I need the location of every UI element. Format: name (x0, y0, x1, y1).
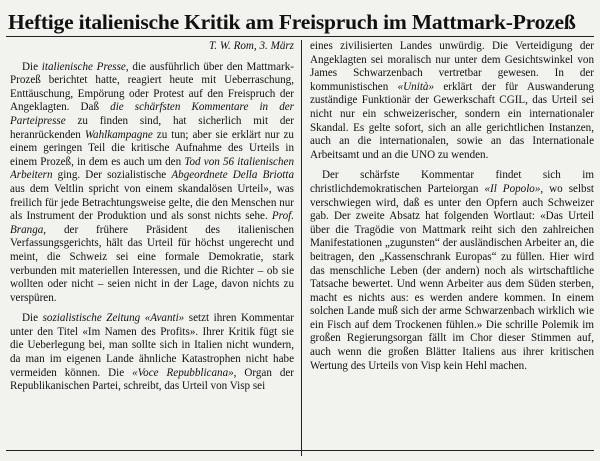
paragraph (10, 61, 294, 306)
column-divider (301, 40, 302, 456)
emphasized-text: Abgeordnete Della Briotta (171, 169, 294, 182)
left-column (10, 40, 294, 450)
emphasized-text: «Voce Repubblicana» (132, 366, 234, 379)
text-run: Die (22, 312, 43, 325)
headline: Heftige italienische Kritik am Freispruch im Mattmark-Prozeß (8, 10, 576, 34)
text-run: Die (22, 60, 42, 73)
emphasized-text: sozialistische Zeitung «Avanti» (42, 312, 185, 325)
text-run: aus dem Veltlin spricht von einem skandalösen Urteil», was freilich für jede Betrachtungsweise gelte, die den Menschen nur als Instrument der Produktion und als sonst nichts sehe. (10, 182, 294, 223)
emphasized-text: Prof. Branga (10, 210, 294, 236)
emphasized-text: «Unità» (397, 80, 434, 93)
paragraph (310, 40, 594, 162)
emphasized-text: italienische Presse (41, 60, 126, 73)
text-run: zu finden sind, hat sicherlich mit der heranrückenden (10, 114, 294, 141)
text-run: setzt ihren Kommentar unter den Titel «Im Namen des Profits». Ihrer Kritik fügt sie die Ueberlegung bei, man sollte sich in Italien nicht wundern, da man im eigenen Lande ähnliche Katastrophen nicht habe vermeiden können. Die (10, 312, 294, 379)
dateline: T. W. Rom, 3. März (208, 40, 294, 52)
top-rule (6, 36, 594, 37)
text-run: , Organ der Republikanischen Partei, schreibt, das Urteil von Visp sei (10, 366, 294, 393)
emphasized-text: Tod von 56 italienischen Arbeitern (10, 155, 294, 182)
paragraph (310, 169, 594, 373)
emphasized-text: Wahlkampagne (84, 128, 153, 141)
text-run: eines zivilisierten Landes unwürdig. Die Verteidigung der Angeklagten sei moralisch nur unter dem Gesichtswinkel von James Schwarzenbach vertretbar gewesen. In der kommunistischen (310, 40, 594, 93)
text-run: erklärt der für Auswanderung zuständige Funktionär der Gewerkschaft CGIL, das Urteil sei nicht nur ein schweizerischer, sondern ein internationaler Skandal. Es gelte sofort, sich an alle gerichtlichen Instanzen, auch an die internationalen, sowie an das Internationale Arbeitsamt und an die UNO zu wenden. (310, 80, 594, 161)
bottom-rule (6, 450, 594, 451)
paragraph (10, 312, 294, 394)
text-run: ging. Der sozialistische (52, 169, 172, 182)
text-run: , wo selbst verschwiegen wird, daß es unter den Opfern auch Schweizer gab. Der zweite Absatz hat folgenden Wortlaut: «Das Urteil über die Tragödie von Mattmark reiht sich den zahlreichen Manifestationen „zugunsten“ der ausländischen Arbeiter an, die beitragen, den „Kassenschrank Europas“ zu füllen. Hier wird das menschliche Leben (der andern) noch als wirtschaftliche Tatsache bewertet. Und wenn Arbeiter aus dem Süden sterben, macht es nichts aus: es werden andere kommen. In einem solchen Lande muß sich der arme Schwarzenbach wirklich wie ein Fisch auf dem Trockenen fühlen.» Die schrille Polemik im großen Regierungsorgan fällt im Chor dieser Stimmen auf, auch wenn die großen Blätter Italiens aus ihrer kritischen Wertung des Urteils von Visp kein Hehl machen. (310, 182, 594, 372)
text-run: zu tun; aber sie erklärt nur zu einem geringen Teil die kritische Aufnahme des Urteils in einem Prozeß, in dem es auch um den (10, 128, 294, 168)
emphasized-text: die schärfsten Kommentare in der Parteipresse (10, 101, 294, 127)
emphasized-text: «Il Popolo» (484, 182, 541, 195)
text-run: , der frühere Präsident des italienischen Verfassungsgerichts, hält das Urteil für höchst ungerecht und meint, die Schweiz sei eine formale Demokratie, stark verbunden mit materiellen Interessen, und die Richter – ob sie wollten oder nicht – seien nicht in der Lage, davon nichts zu verspüren. (10, 223, 294, 304)
text-run: Der schärfste Kommentar findet sich im christlichdemokratischen Parteiorgan (310, 169, 594, 195)
text-run: , die ausführlich über den Mattmark-Prozeß berichtet hatte, reagiert heute mit Ueberraschung, Enttäuschung, Empörung oder Protest auf den Freispruch der Angeklagten. Daß (10, 60, 294, 114)
right-column (310, 40, 594, 450)
